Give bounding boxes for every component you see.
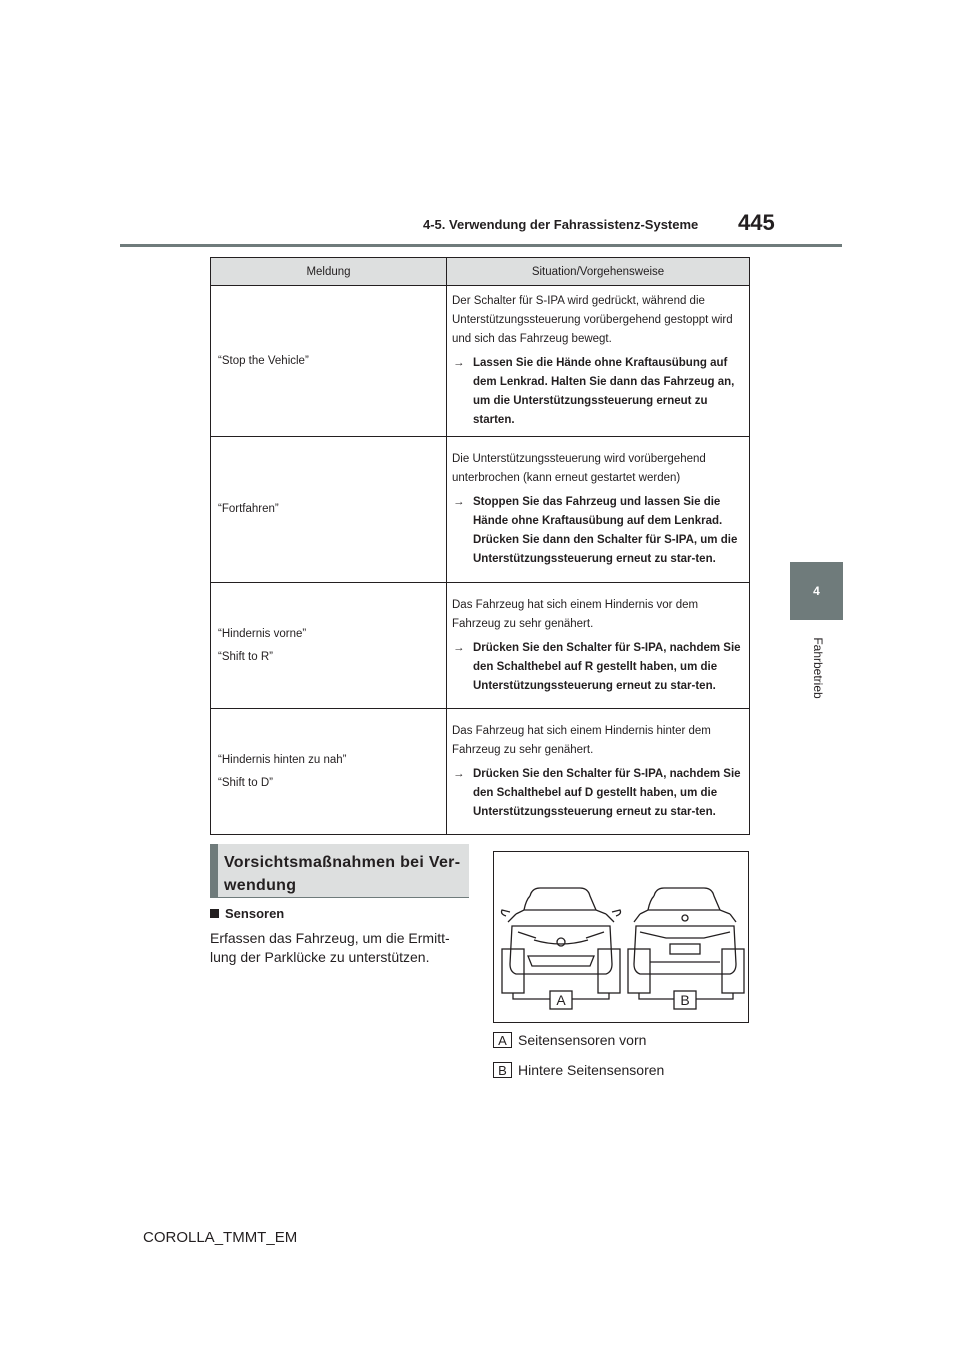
body-paragraph: Erfassen das Fahrzeug, um die Ermitt-lung der Parklücke zu unterstützen. — [210, 930, 450, 965]
chapter-number: 4 — [813, 584, 820, 598]
message-cell — [211, 286, 447, 437]
arrow-icon: → — [453, 357, 465, 369]
chapter-label: Fahrbetrieb — [811, 637, 825, 699]
situation-cell — [447, 437, 750, 583]
situation-text: Das Fahrzeug hat sich einem Hindernis hinter dem Fahrzeug zu sehr genähert. — [452, 724, 711, 756]
rear-car-icon — [634, 888, 736, 974]
figure-label-b: B — [680, 992, 690, 1008]
section-heading-text: Vorsichtsmaßnahmen bei Ver-wendung — [224, 854, 461, 894]
situation-text: Der Schalter für S-IPA wird gedrückt, während die Unterstützungssteuerung vorübergehend gestoppt wird und sich das Fahrzeug bewegt. — [452, 295, 733, 345]
front-car-icon — [502, 888, 621, 974]
situation-cell — [447, 286, 750, 437]
situation-text: Das Fahrzeug hat sich einem Hindernis vor dem Fahrzeug zu sehr genähert. — [452, 598, 699, 630]
section-accent — [210, 844, 218, 897]
message-text: “Hindernis hinten zu nah” — [218, 753, 347, 766]
legend-text-b: Hintere Seitensensoren — [518, 1062, 665, 1078]
arrow-icon: → — [453, 767, 465, 780]
rear-right-sensor-zone — [722, 949, 744, 993]
subheading-text: Sensoren — [225, 906, 285, 921]
message-cell — [211, 437, 447, 583]
message-text: “Shift to D” — [218, 776, 273, 789]
chapter-tab — [790, 562, 843, 620]
page-number: 445 — [738, 210, 775, 235]
message-text: “Shift to R” — [218, 650, 273, 663]
section-heading-bar — [210, 844, 469, 897]
message-cell — [211, 583, 447, 709]
table-header-row — [211, 258, 750, 286]
legend-key-a: A — [493, 1032, 512, 1048]
action-item — [452, 639, 744, 696]
section-heading — [224, 851, 464, 897]
action-text: Stoppen Sie das Fahrzeug und lassen Sie die Hände ohne Kraftausübung auf dem Lenkrad. Drücken Sie dann den Schalter für S-IPA, um die Unterstützungssteuerung erneut zu star-ten. — [473, 496, 738, 565]
legend-item-b — [493, 1062, 664, 1078]
figure-label-a: A — [556, 992, 566, 1008]
legend-item-a — [493, 1032, 646, 1048]
rear-left-sensor-zone — [628, 949, 650, 993]
front-left-sensor-zone — [502, 949, 524, 993]
arrow-icon: → — [453, 496, 465, 508]
message-cell — [211, 709, 447, 835]
arrow-icon: → — [453, 641, 465, 654]
situation-cell — [447, 583, 750, 709]
action-item — [452, 765, 744, 822]
car-illustration — [494, 852, 748, 1022]
situation-cell — [447, 709, 750, 835]
header-rule — [120, 244, 842, 247]
square-bullet-icon — [210, 909, 219, 918]
table-row — [211, 709, 750, 835]
message-table — [210, 257, 750, 835]
sensor-figure — [493, 851, 749, 1023]
action-item — [452, 493, 744, 569]
table-row — [211, 583, 750, 709]
column-header-situation: Situation/Vorgehensweise — [447, 258, 750, 286]
section-rule — [210, 897, 469, 898]
legend-key-b: B — [493, 1062, 512, 1078]
action-text: Lassen Sie die Hände ohne Kraftausübung auf dem Lenkrad. Halten Sie dann das Fahrzeug an, um die Unterstützungssteuerung erneut zu starten. — [473, 357, 735, 426]
situation-text: Die Unterstützungssteuerung wird vorübergehend unterbrochen (kann erneut gestartet werden) — [452, 453, 706, 484]
action-item — [452, 354, 744, 430]
column-header-message: Meldung — [211, 258, 447, 286]
legend-text-a: Seitensensoren vorn — [518, 1032, 647, 1048]
message-text: “Fortfahren” — [218, 503, 279, 515]
table-row — [211, 437, 750, 583]
section-title: 4-5. Verwendung der Fahrassistenz-Systeme — [423, 217, 699, 232]
message-text: “Stop the Vehicle” — [218, 354, 309, 367]
action-text: Drücken Sie den Schalter für S-IPA, nachdem Sie den Schalthebel auf D gestellt haben, um die Unterstützungssteuerung erneut zu star-ten. — [473, 767, 741, 818]
document-code: COROLLA_TMMT_EM — [143, 1229, 298, 1246]
subheading — [210, 906, 284, 921]
action-text: Drücken Sie den Schalter für S-IPA, nachdem Sie den Schalthebel auf R gestellt haben, um die Unterstützungssteuerung erneut zu star-ten. — [473, 641, 741, 692]
front-right-sensor-zone — [598, 949, 620, 993]
message-text: “Hindernis vorne” — [218, 627, 307, 640]
table-row — [211, 286, 750, 437]
